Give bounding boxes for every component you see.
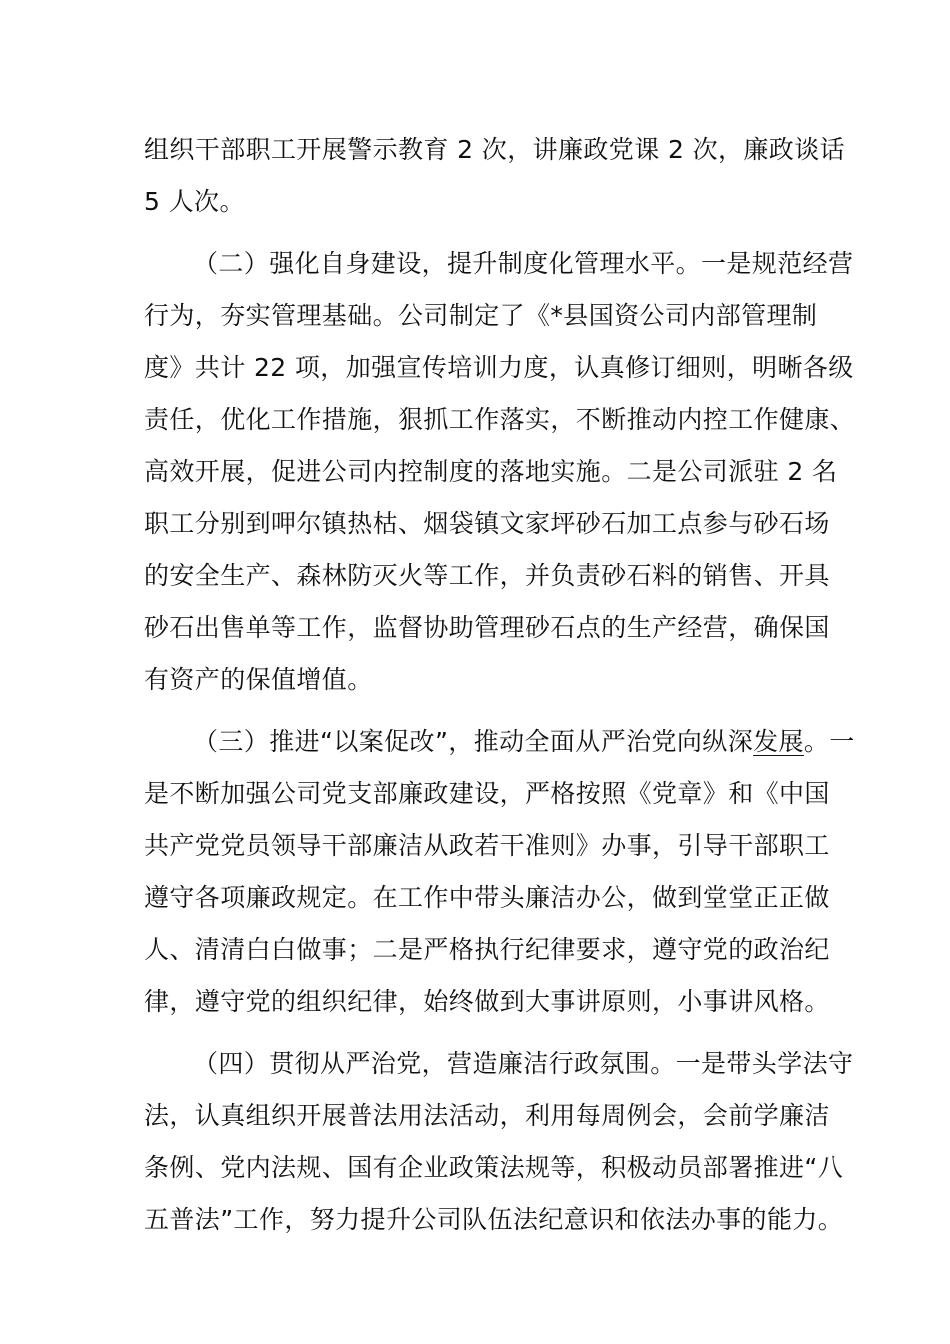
text-line: 条例、党内法规、国有企业政策法规等，积极动员部署推进“八 — [144, 1153, 844, 1182]
text-line: 组织干部职工开展警示教育 2 次，讲廉政党课 2 次，廉政谈话 — [144, 135, 846, 164]
text-line: 高效开展，促进公司内控制度的落地实施。二是公司派驻 2 名 — [144, 457, 838, 486]
text-line: 共产党党员领导干部廉洁从政若干准则》办事，引导干部职工 — [144, 831, 830, 860]
paragraph-spacer — [144, 228, 808, 238]
text-line: 砂石出售单等工作，监督协助管理砂石点的生产经营，确保国 — [144, 613, 830, 642]
text-line: 度》共计 22 项，加强宣传培训力度，认真修订细则，明晰各级 — [144, 353, 854, 382]
paragraph-2 — [144, 238, 856, 706]
text-line: 的安全生产、森林防灭火等工作，并负责砂石料的销售、开具 — [144, 561, 830, 590]
text-line — [144, 716, 855, 768]
text-line: （二）强化自身建设，提升制度化管理水平。一是规范经营 — [193, 249, 854, 278]
text-line: 行为，夯实管理基础。公司制定了《*县国资公司内部管理制 — [144, 301, 818, 330]
underlined-text: 发展 — [753, 727, 804, 756]
text-line: 法，认真组织开展普法用法活动，利用每周例会，会前学廉洁 — [144, 1101, 830, 1130]
text-line: 律，遵守党的组织纪律，始终做到大事讲原则，小事讲风格。 — [144, 987, 830, 1016]
text-line: 5 人次。 — [144, 187, 245, 216]
text-line: 有资产的保值增值。 — [144, 665, 373, 694]
paragraph-3 — [144, 716, 855, 1028]
text-line: 人、清清白白做事；二是严格执行纪律要求，遵守党的政治纪 — [144, 935, 830, 964]
paragraph-1 — [144, 124, 846, 228]
text-line: 责任，优化工作措施，狠抓工作落实，不断推动内控工作健康、 — [144, 405, 856, 434]
paragraph-spacer — [144, 1028, 808, 1038]
text-line: （四）贯彻从严治党，营造廉洁行政氛围。一是带头学法守 — [193, 1049, 854, 1078]
text-segment: 。一 — [803, 727, 855, 756]
document-body — [144, 124, 856, 1246]
text-segment: （三）推进“以案促改”，推动全面从严治党向纵深 — [193, 727, 754, 756]
text-line: 五普法”工作，努力提升公司队伍法纪意识和依法办事的能力。 — [144, 1205, 844, 1234]
text-line: 职工分别到呷尔镇热枯、烟袋镇文家坪砂石加工点参与砂石场 — [144, 509, 830, 538]
text-line: 遵守各项廉政规定。在工作中带头廉洁办公，做到堂堂正正做 — [144, 883, 830, 912]
paragraph-4 — [144, 1038, 854, 1246]
text-line: 是不断加强公司党支部廉政建设，严格按照《党章》和《中国 — [144, 779, 830, 808]
paragraph-spacer — [144, 706, 808, 716]
